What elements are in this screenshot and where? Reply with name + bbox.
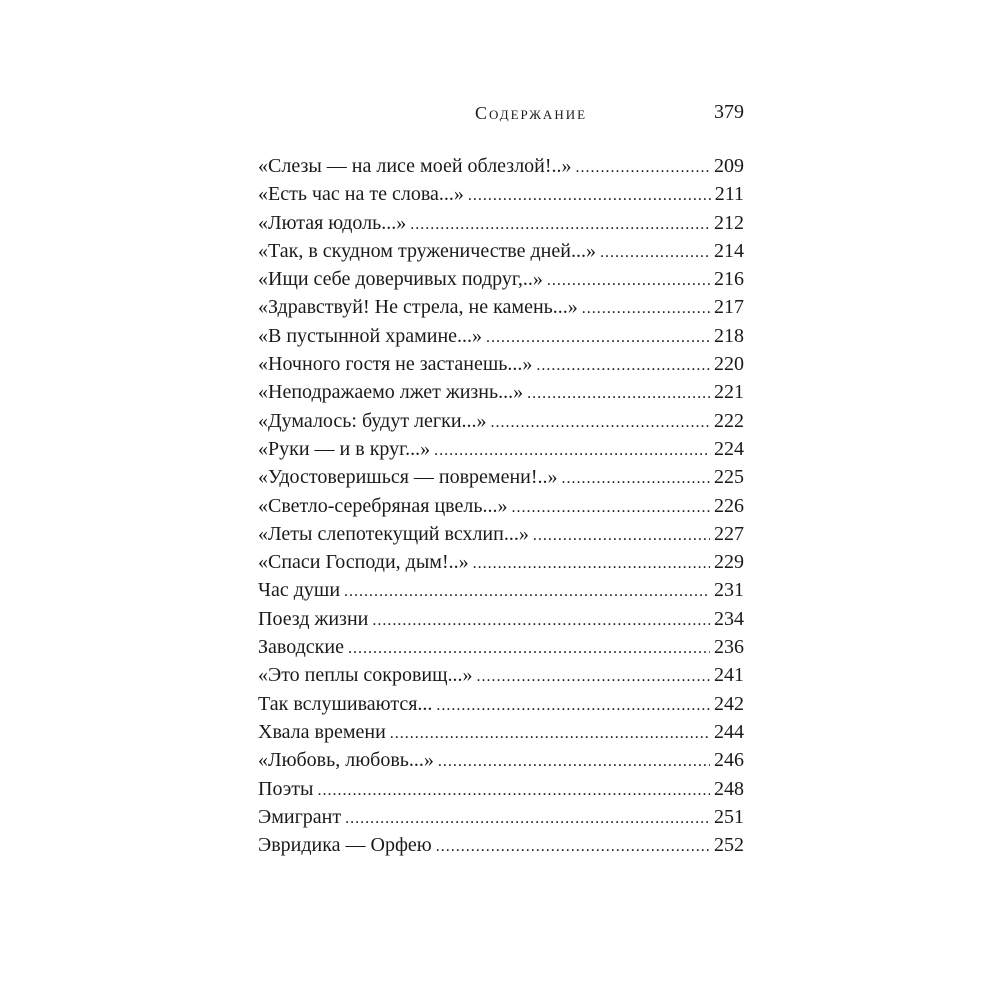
dot-leader: [436, 831, 710, 859]
dot-leader: [372, 605, 710, 633]
dot-leader: [533, 520, 710, 548]
dot-leader: [582, 293, 710, 321]
toc-entry-title: «Так, в скудном труженичестве дней...»: [258, 239, 596, 262]
toc-entry: [258, 350, 744, 378]
toc-entry-page: 248: [714, 777, 744, 800]
dot-leader: [547, 265, 710, 293]
dot-leader: [600, 237, 710, 265]
toc-entry-page: 220: [714, 353, 744, 376]
dot-leader: [536, 350, 710, 378]
toc-entry-title: Поезд жизни: [258, 607, 369, 630]
toc-entry: [258, 775, 744, 803]
toc-entry-title: Эмигрант: [258, 805, 342, 828]
toc-entry: [258, 293, 744, 321]
toc-entry-title: «Есть час на те слова...»: [258, 183, 464, 206]
toc-entry-page: 221: [714, 381, 744, 404]
toc-entry-title: «Леты слепотекущий всхлип...»: [258, 522, 529, 545]
toc-entry: [258, 435, 744, 463]
dot-leader: [344, 576, 710, 604]
toc-entry-title: «Спаси Господи, дым!..»: [258, 551, 469, 574]
toc-entry-title: Эвридика — Орфею: [258, 834, 432, 857]
dot-leader: [317, 775, 710, 803]
dot-leader: [486, 322, 710, 350]
dot-leader: [473, 548, 710, 576]
toc-entry-title: «Ищи себе доверчивых подруг,..»: [258, 268, 543, 291]
toc-entry: [258, 237, 744, 265]
toc-entry-page: 217: [714, 296, 744, 319]
toc-entry-title: «Здравствуй! Не стрела, не камень...»: [258, 296, 578, 319]
toc-entry: [258, 661, 744, 689]
toc-entry-title: Поэты: [258, 777, 314, 800]
dot-leader: [527, 378, 710, 406]
toc-entry-page: 209: [714, 155, 744, 177]
dot-leader: [477, 661, 710, 689]
toc-entry-page: 241: [714, 664, 744, 687]
toc-entry: [258, 718, 744, 746]
toc-entry-page: 246: [714, 749, 744, 772]
toc-entry: [258, 605, 744, 633]
running-title: Содержание: [474, 103, 588, 123]
toc-entry: [258, 492, 744, 520]
toc-entry: [258, 520, 744, 548]
toc-entry: [258, 322, 744, 350]
toc-entry-page: 216: [714, 268, 744, 291]
dot-leader: [390, 718, 710, 746]
page-number: 379: [714, 101, 744, 123]
dot-leader: [562, 463, 710, 491]
toc-entry: [258, 831, 744, 859]
dot-leader: [491, 407, 710, 435]
dot-leader: [511, 492, 710, 520]
dot-leader: [410, 209, 710, 237]
toc-entry-page: 244: [714, 720, 744, 743]
toc-entry-title: «Удостоверишься — повремени!..»: [258, 466, 558, 489]
toc-entry: [258, 463, 744, 491]
toc-entry-page: 236: [714, 636, 744, 659]
toc-entry-page: 231: [714, 579, 744, 602]
page-header: [258, 103, 744, 133]
toc-entry: [258, 407, 744, 435]
toc-entry: [258, 265, 744, 293]
toc-entry-page: 227: [714, 522, 744, 545]
toc-entry: [258, 548, 744, 576]
toc-entry-title: Час души: [258, 579, 341, 602]
toc-entry-title: Хвала времени: [258, 720, 386, 743]
toc-entry-page: 226: [714, 494, 744, 517]
toc-entry: [258, 690, 744, 718]
dot-leader: [434, 435, 710, 463]
toc-entry-page: 229: [714, 551, 744, 574]
toc-entry: [258, 209, 744, 237]
toc-entry-title: «Руки — и в круг...»: [258, 437, 431, 460]
toc-entry-page: 222: [714, 409, 744, 432]
toc-entry: [258, 576, 744, 604]
dot-leader: [345, 803, 710, 831]
toc-entry-title: «Думалось: будут легки...»: [258, 409, 487, 432]
toc-entry: [258, 180, 744, 208]
toc-entry-page: 212: [714, 211, 744, 234]
toc-entry-page: 251: [714, 805, 744, 828]
toc-entry-page: 234: [714, 607, 744, 630]
toc-entry-title: «Это пеплы сокровищ...»: [258, 664, 473, 687]
toc-entry-page: 225: [714, 466, 744, 489]
toc-entry-page: 252: [714, 834, 744, 857]
toc-entry-title: «В пустынной храмине...»: [258, 324, 483, 347]
toc-entry-page: 214: [714, 239, 744, 262]
toc-entry-page: 211: [714, 183, 744, 206]
dot-leader: [348, 633, 710, 661]
toc-entry: [258, 746, 744, 774]
dot-leader: [438, 746, 710, 774]
toc-entry-page: 242: [714, 692, 744, 715]
toc-entry-title: «Ночного гостя не застанешь...»: [258, 353, 533, 376]
toc-entry-title: «Лютая юдоль...»: [258, 211, 407, 234]
table-of-contents: [258, 152, 744, 859]
toc-entry: [258, 803, 744, 831]
toc-entry: [258, 378, 744, 406]
toc-entry-title: «Светло-серебряная цвель...»: [258, 494, 508, 517]
toc-entry-title: «Слезы — на лисе моей облезлой!..»: [258, 155, 572, 177]
dot-leader: [468, 180, 711, 208]
toc-entry: [258, 152, 744, 180]
dot-leader: [436, 690, 710, 718]
toc-entry-title: Заводские: [258, 636, 344, 659]
toc-entry-page: 218: [714, 324, 744, 347]
dot-leader: [576, 152, 710, 180]
toc-entry: [258, 633, 744, 661]
toc-entry-title: «Неподражаемо лжет жизнь...»: [258, 381, 524, 404]
toc-entry-page: 224: [714, 437, 744, 460]
toc-entry-title: Так вслушиваются...: [258, 692, 433, 715]
toc-entry-title: «Любовь, любовь...»: [258, 749, 434, 772]
